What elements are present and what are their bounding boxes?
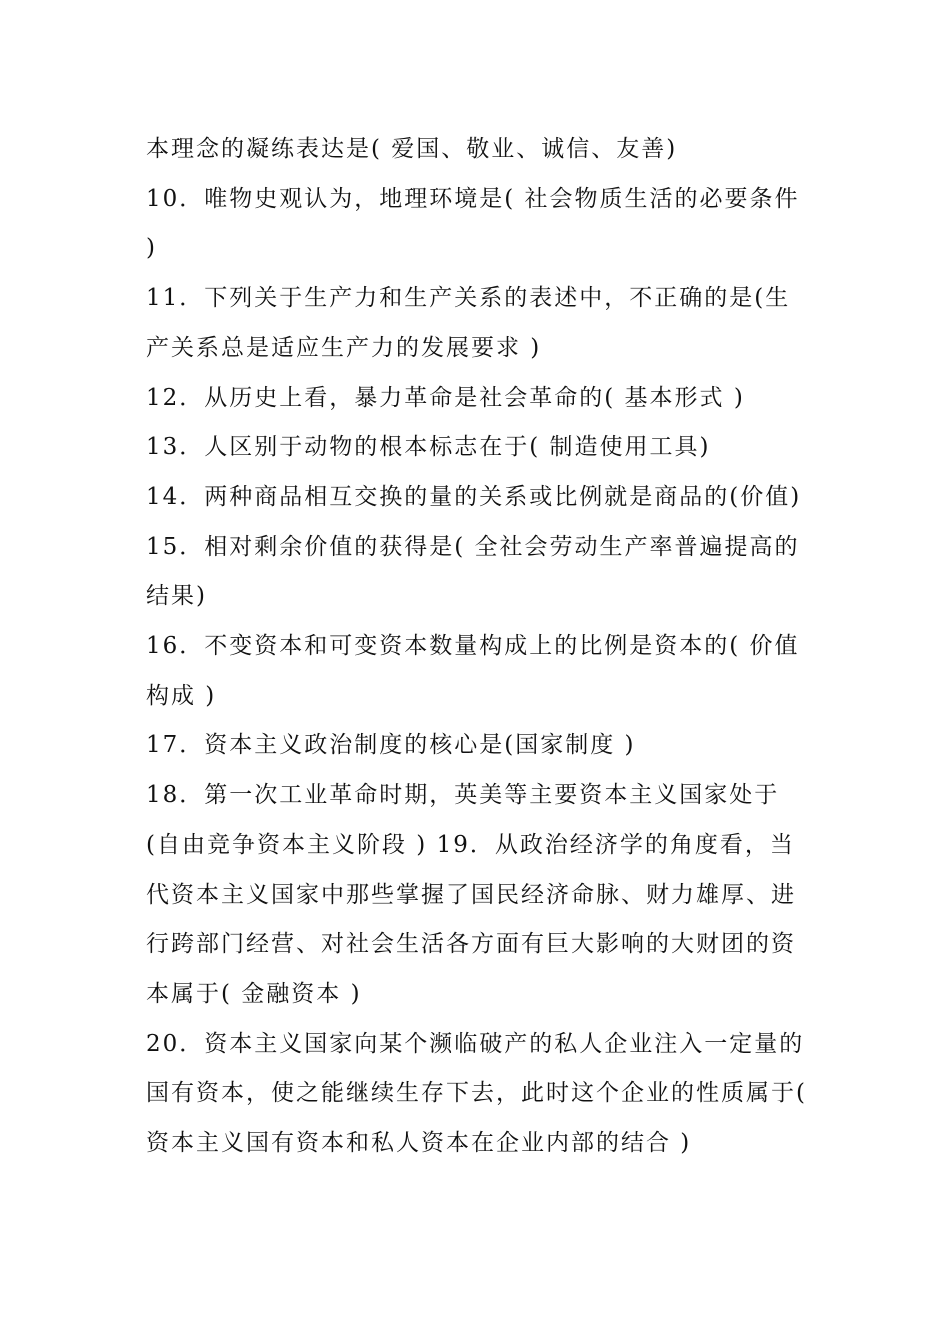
paragraph-item-14: 14．两种商品相互交换的量的关系或比例就是商品的(价值) [146, 483, 802, 510]
paragraph-item-9-continuation: 本理念的凝练表达是( 爱国、敬业、诚信、友善) [146, 136, 678, 162]
paragraph-item-15: 15．相对剩余价值的获得是( 全社会劳动生产率普遍提高的结果) [146, 533, 800, 610]
paragraph-item-10: 10．唯物史观认为，地理环境是( 社会物质生活的必要条件 ) [146, 185, 800, 262]
paragraph-item-20: 20．资本主义国家向某个濒临破产的私人企业注入一定量的国有资本，使之能继续生存下去，此时这个企业的性质属于( 资本主义国有资本和私人资本在企业内部的结合 ) [146, 1030, 807, 1157]
paragraph-item-12: 12．从历史上看，暴力革命是社会革命的( 基本形式 ) [146, 384, 745, 411]
paragraph-item-17: 17．资本主义政治制度的核心是(国家制度 ) [146, 732, 636, 759]
paragraph-item-16: 16．不变资本和可变资本数量构成上的比例是资本的( 价值构成 ) [146, 633, 800, 709]
document-body [146, 125, 811, 1169]
paragraph-item-11: 11．下列关于生产力和生产关系的表述中，不正确的是(生产关系总是适应生产力的发展要求 ) [146, 285, 791, 361]
paragraph-item-18-19: 18．第一次工业革命时期，英美等主要资本主义国家处于(自由竞争资本主义阶段 ) 19．从政治经济学的角度看，当代资本主义国家中那些掌握了国民经济命脉、财力雄厚、进行跨部门经营、对社会生活各方面有巨大影响的大财团的资本属于( 金融资本 ) [146, 782, 796, 1007]
paragraph-item-13: 13．人区别于动物的根本标志在于( 制造使用工具) [146, 434, 711, 461]
